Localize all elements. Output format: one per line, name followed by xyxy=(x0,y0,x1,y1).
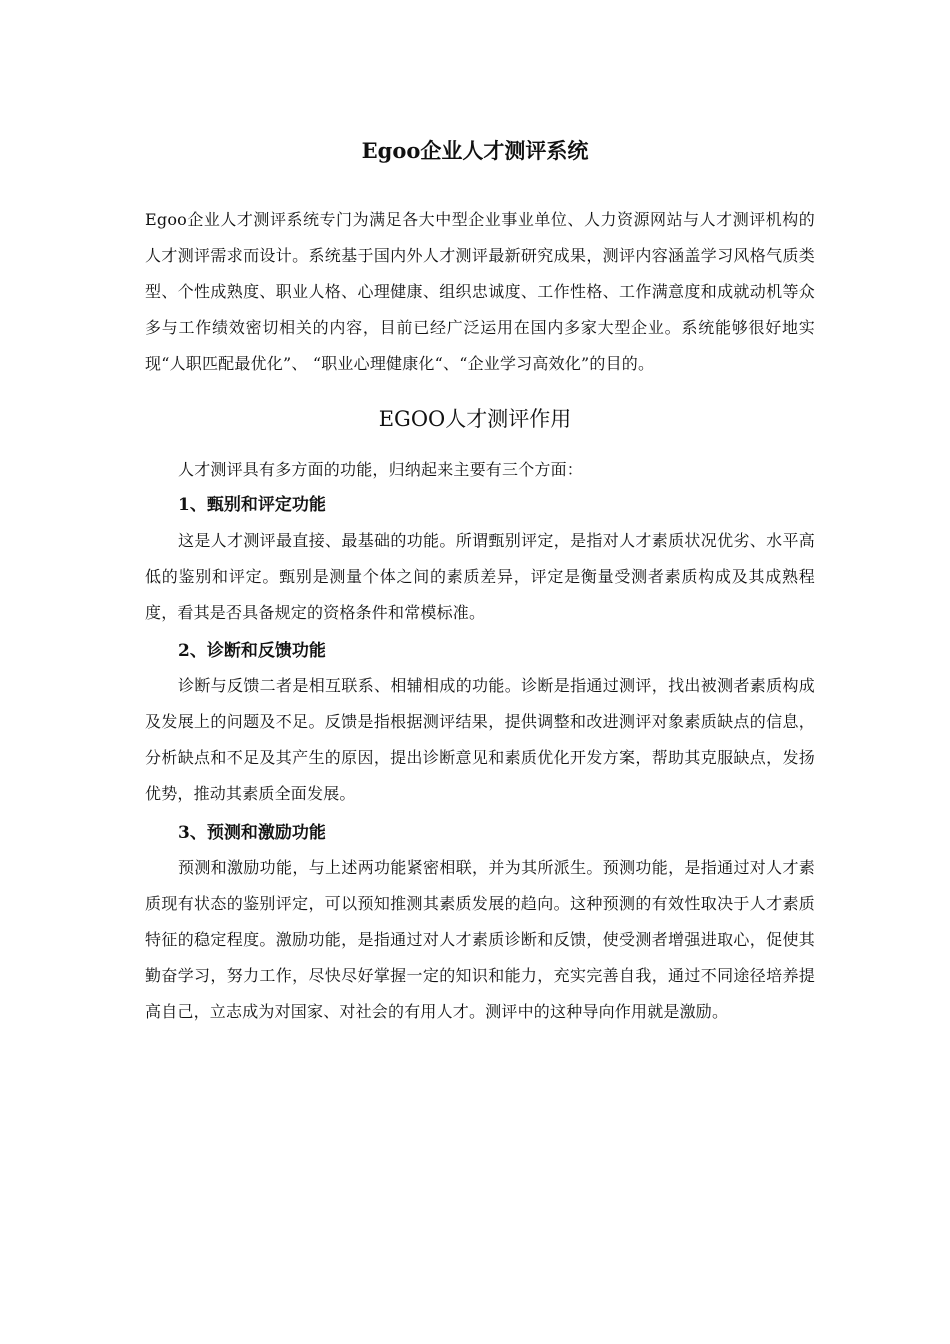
function-heading-2: 2、诊断和反馈功能 xyxy=(178,641,326,661)
function-body-1: 这是人才测评最直接、最基础的功能。所谓甄别评定，是指对人才素质状况优劣、水平高低的鉴别和评定。甄别是测量个体之间的素质差异，评定是衡量受测者素质构成及其成熟程度，看其是否具备规定的资格条件和常模标准。 xyxy=(145,531,815,622)
document-title: Egoo企业人才测评系统 xyxy=(361,138,589,163)
intro-paragraph: Egoo企业人才测评系统专门为满足各大中型企业事业单位、人力资源网站与人才测评机构的人才测评需求而设计。系统基于国内外人才测评最新研究成果，测评内容涵盖学习风格气质类型、个性成熟度、职业人格、心理健康、组织忠诚度、工作性格、工作满意度和成就动机等众多与工作绩效密切相关的内容，目前已经广泛运用在国内多家大型企业。系统能够很好地实现“人职匹配最优化”、 “职业心理健康化“、“企业学习高效化”的目的。 xyxy=(145,210,815,373)
function-heading-3: 3、预测和激励功能 xyxy=(178,823,326,843)
lead-paragraph: 人才测评具有多方面的功能，归纳起来主要有三个方面： xyxy=(178,460,584,479)
function-heading-1: 1、甄别和评定功能 xyxy=(178,495,326,515)
section-title: EGOO人才测评作用 xyxy=(378,407,572,431)
function-body-2: 诊断与反馈二者是相互联系、相辅相成的功能。诊断是指通过测评，找出被测者素质构成及发展上的问题及不足。反馈是指根据测评结果，提供调整和改进测评对象素质缺点的信息，分析缺点和不足及其产生的原因，提出诊断意见和素质优化开发方案，帮助其克服缺点，发扬优势，推动其素质全面发展。 xyxy=(145,676,815,803)
function-body-3: 预测和激励功能，与上述两功能紧密相联，并为其所派生。预测功能，是指通过对人才素质现有状态的鉴别评定，可以预知推测其素质发展的趋向。这种预测的有效性取决于人才素质特征的稳定程度。激励功能，是指通过对人才素质诊断和反馈，使受测者增强进取心，促使其勤奋学习，努力工作，尽快尽好掌握一定的知识和能力，充实完善自我，通过不同途径培养提高自己，立志成为对国家、对社会的有用人才。测评中的这种导向作用就是激励。 xyxy=(145,858,815,1021)
